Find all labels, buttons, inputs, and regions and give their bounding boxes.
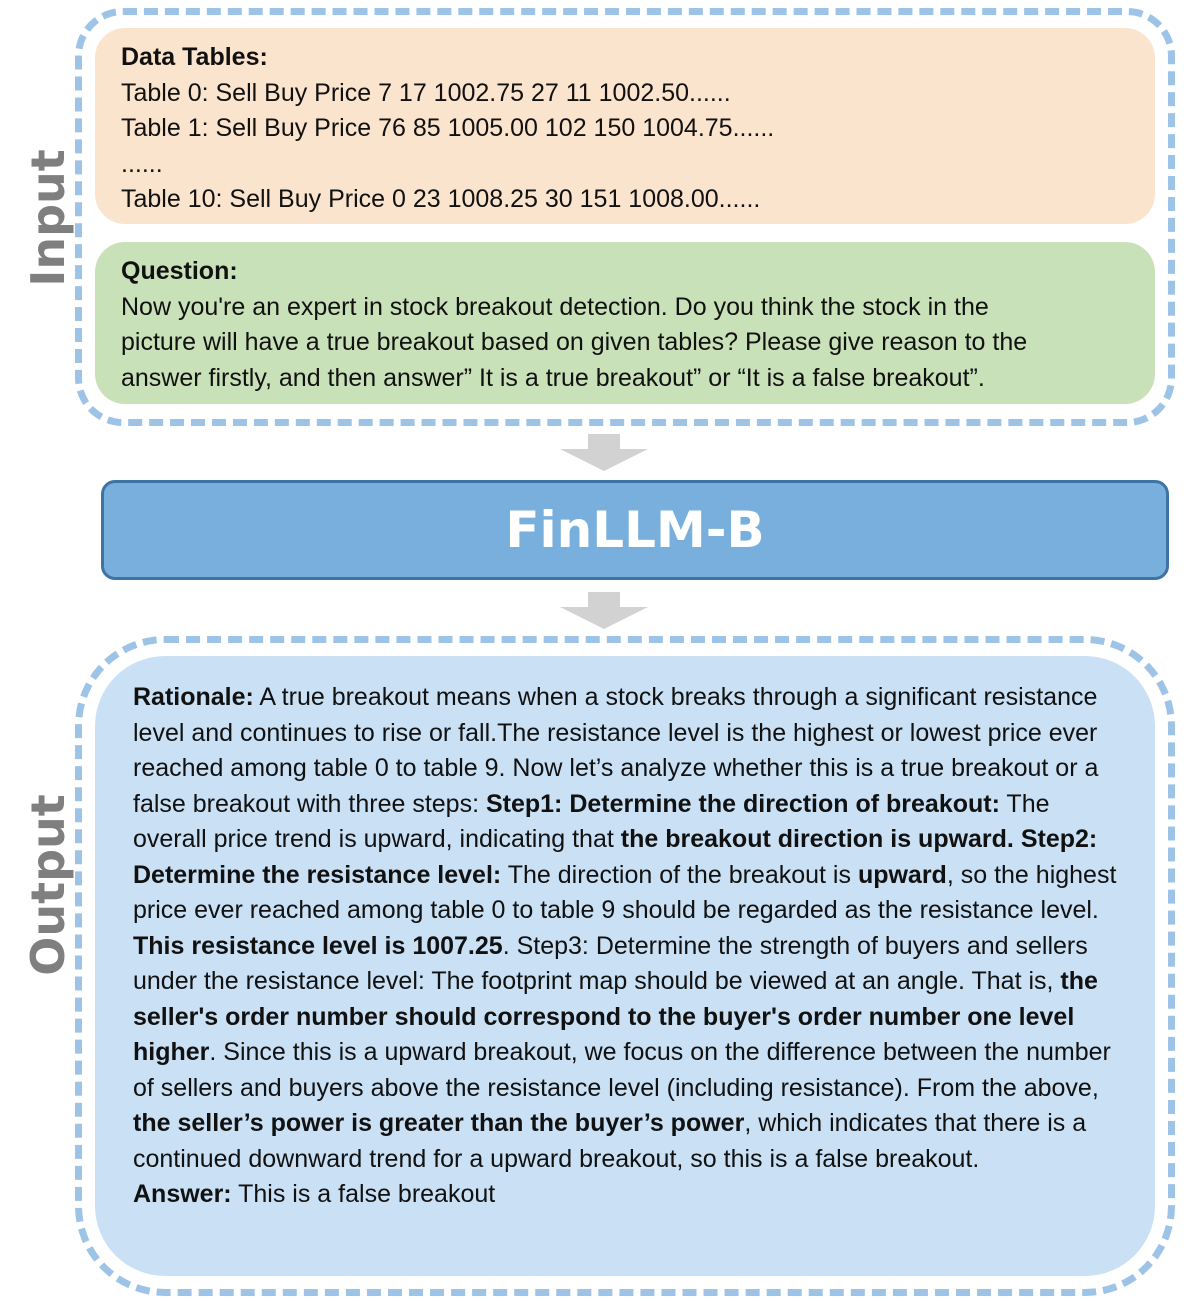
rationale-segment: . Since this is a upward breakout, we focus on the difference between the number of sellers and buyers above the resistance level (including resistance). From the above, (133, 1038, 1111, 1102)
rationale-segment: A true breakout means when a stock breaks through a significant resistance level and continues to rise or fall.The resistance level is the highest or lowest price ever reached among table 0 to table 9. Now let’s analyze whether this is a true breakout or a false breakout with three steps: (133, 683, 1099, 818)
rationale-bold-segment: the seller's order number should correspond to the buyer's order number one level higher (133, 967, 1098, 1066)
question-box (95, 242, 1155, 404)
question-line: Now you're an expert in stock breakout detection. Do you think the stock in the (121, 292, 989, 321)
table-line: ...... (121, 149, 163, 178)
output-section-label: Output (21, 794, 75, 976)
table-line: Table 0: Sell Buy Price 7 17 1002.75 27 11 1002.50...... (121, 78, 731, 107)
rationale-bold-segment: the seller’s power is greater than the buyer’s power (133, 1109, 745, 1137)
rationale-label: Rationale: (133, 683, 254, 711)
data-tables-title: Data Tables: (121, 43, 268, 71)
rationale-paragraph (133, 680, 1119, 1177)
table-line: Table 10: Sell Buy Price 0 23 1008.25 30 151 1008.00...... (121, 185, 761, 213)
answer-text: This is a false breakout (231, 1180, 496, 1208)
rationale-segment: The direction of the breakout is (501, 860, 858, 889)
input-section-label: Input (21, 149, 75, 287)
answer-label: Answer: (133, 1180, 232, 1208)
rationale-bold-segment: This resistance level is 1007.25 (133, 931, 503, 960)
model-box (101, 480, 1169, 580)
rationale-segment: , so the highest price ever reached among table 0 to table 9 should be regarded as the resistance level. (133, 860, 1117, 924)
model-name: FinLLM-B (505, 501, 765, 559)
question-line: picture will have a true breakout based on given tables? Please give reason to the (121, 328, 1028, 356)
output-box (95, 656, 1155, 1276)
table-line: Table 1: Sell Buy Price 76 85 1005.00 102 150 1004.75...... (121, 114, 775, 142)
data-tables-box (95, 28, 1155, 224)
rationale-segment: The overall price trend is upward, indicating that (133, 789, 1050, 853)
question-title: Question: (121, 257, 238, 285)
question-line: answer firstly, and then answer” It is a true breakout” or “It is a false breakout”. (121, 363, 985, 392)
rationale-segment: . Step3: Determine the strength of buyers and sellers under the resistance level: The footprint map should be viewed at an angle. That is, (133, 931, 1088, 995)
rationale-bold-segment: upward (857, 860, 947, 889)
answer-paragraph (133, 1177, 1119, 1213)
rationale-segment: , which indicates that there is a continued downward trend for a upward breakout, so this is a false breakout. (133, 1109, 1087, 1173)
rationale-bold-segment: Step1: Determine the direction of breakout: (485, 789, 1000, 818)
rationale-bold-segment: the breakout direction is upward. Step2: Determine the resistance level: (133, 825, 1098, 889)
